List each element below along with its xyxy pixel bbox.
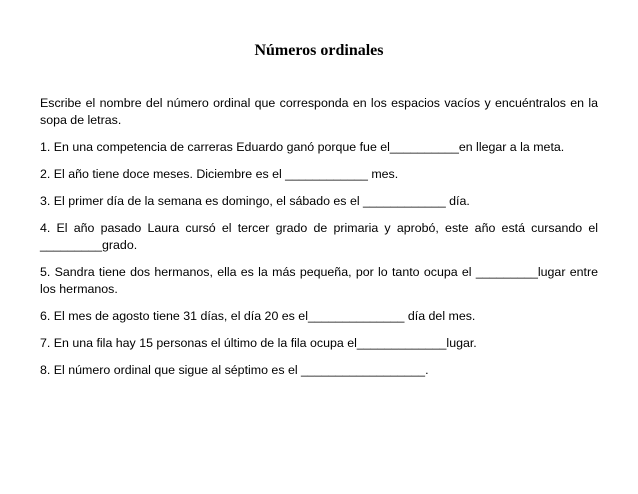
question-1: 1. En una competencia de carreras Eduardo ganó porque fue el__________en llegar a la meta. — [40, 140, 565, 154]
question-8: 8. El número ordinal que sigue al séptimo es el __________________. — [40, 363, 429, 377]
instructions-text: Escribe el nombre del número ordinal que corresponda en los espacios vacíos y encuéntralos en la sopa de letras. — [40, 96, 598, 127]
page-title: Números ordinales — [254, 42, 384, 59]
question-7: 7. En una fila hay 15 personas el último de la fila ocupa el_____________lugar. — [40, 336, 477, 350]
question-3: 3. El primer día de la semana es domingo, el sábado es el ____________ día. — [40, 194, 470, 208]
question-5: 5. Sandra tiene dos hermanos, ella es la más pequeña, por lo tanto ocupa el _________lugar entre los hermanos. — [40, 265, 598, 296]
question-6: 6. El mes de agosto tiene 31 días, el día 20 es el______________ día del mes. — [40, 309, 476, 323]
question-2: 2. El año tiene doce meses. Diciembre es el ____________ mes. — [40, 167, 399, 181]
question-4: 4. El año pasado Laura cursó el tercer grado de primaria y aprobó, este año está cursando el _________grado. — [40, 221, 598, 252]
worksheet-content — [40, 95, 598, 389]
